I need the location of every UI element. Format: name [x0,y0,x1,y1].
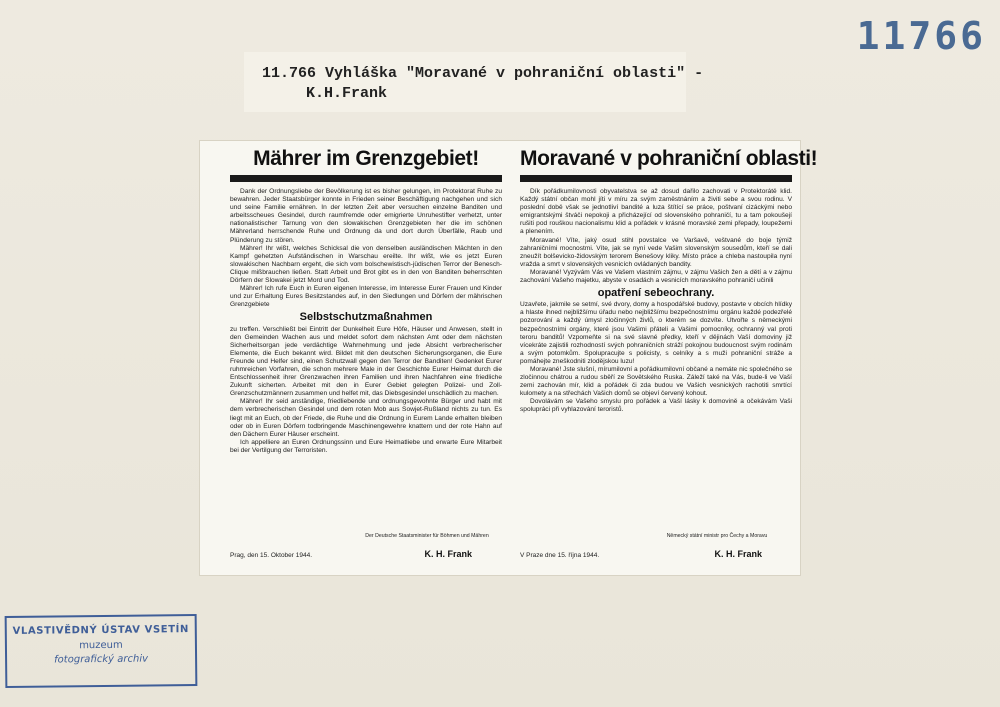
stamp-institution: VLASTIVĚDNÝ ÚSTAV VSETÍN [12,624,189,637]
poster-photo [200,141,818,575]
caption-line-2: K.H.Frank [306,85,388,102]
czech-signature: K. H. Frank [714,549,762,559]
german-body [230,188,502,455]
czech-headline-rule [520,175,792,182]
german-headline-rule [230,175,502,182]
czech-body [520,188,792,415]
german-date: Prag, den 15. Oktober 1944. [230,552,313,559]
czech-column [520,141,818,575]
german-signature-block [230,533,502,559]
german-paragraph: Mährer! Ihr seid anständige, friedliebende und ordnungsgewohnte Bürger und habt mit dem verbrecherischen Gesindel und dem roten Mob aus Sowjet-Rußland nichts zu tun. Es liegt mit an Euch, ob der Friede, die Ruhe und die Ordnung in Eurem Lande erhalten bleiben oder ob in Euren Dörfern todbringende Maschinengewehre knattern und der rote Hahn auf den Dächern Eurer Häuser erscheint. [230,398,502,438]
czech-paragraph: Uzavřete, jakmile se setmí, své dvory, domy a hospodářské budovy, postavte v obcích hlídky a hlaste ihned nejbližšímu úřadu nebo nejbližšímu bezpečnostnímu orgánu každé podezřelé pozorování a každý úmysl zločinných živlů, o kterém se dozvíte. Utvořte s německými bezpečnostními orgány, které jsou Vašimi přáteli a Vašimi pomocníky, ochranný val proti teroru banditů! Vzpomeňte si na své slavné předky, kteří v dějinách Vaší domoviny již vícekráte zajistili rozhodností svých pohraničních stráží pokojnou budoucnost svým rodinám a svým potomkům. Spolupracujte s policisty, s celníky a s muži pohraniční stráže a pomáhejte zneškodniti zlodějskou luzu! [520,301,792,365]
german-signature: K. H. Frank [424,549,472,559]
german-column [230,141,502,575]
german-paragraph: Mährer! Ihr wißt, welches Schicksal die von denselben ausländischen Mächten in den Kampf gehetzten Aufständischen in Warschau ereilte. Ihr wißt, wie es jetzt Euren slowakischen Nachbarn ergeht, die sich vom bolschewistisch-jüdischen Terror der Benesch-Clique mißbrauchen ließen. Statt Arbeit und Brot gibt es in den von Banditen beherrschten Dörfern der Slowakei jetzt Mord und Tod. [230,244,502,285]
czech-date: V Praze dne 15. října 1944. [520,552,600,559]
czech-paragraph: Moravané! Víte, jaký osud stihl povstalce ve Varšavě, veštvané do boje týmiž zahraničními mocnostmi. Víte, jak se nyní vede Vašim slovenským sousedům, kteří se dali zneužít bolševicko-židovským terorem Benešovy kliky. Místo práce a chleba nastoupila nyní vražda a smrt v slovenských vesnicích ovládaných bandity. [520,236,792,268]
czech-signature-block [520,533,792,559]
german-headline: Mährer im Grenzgebiet! [253,147,479,170]
czech-paragraph: Dík pořádkumilovnosti obyvatelstva se až dosud dařilo zachovati v Protektorátě klid. Každý státní občan mohl jíti v míru za svým zaměstnáním a živiti sebe a svou rodinu. V poslední době však se jednotliví bandité a luza štítící se práce, poštvaní cizáckými nebo emigrantskými štváči nepokoji a přicházející od slovenského pohraničí, tu a tam pokoušejí rušiti pod rouškou nacionalismu klid a pořádek v krásné moravské zemi přepady, loupežemi a plenením. [520,188,792,236]
stamp-archive: fotografický archiv [54,653,149,666]
german-paragraph: Mährer! Ich rufe Euch in Euren eigenen Interesse, im Interesse Eurer Frauen und Kinder und zur Erhaltung Eures Besitzstandes auf, in den Siedlungen und Dörfern der mährischen Grenzgebiete [230,285,502,309]
czech-paragraph: Moravané! Jste slušní, mírumilovní a pořádkumilovní občané a nemáte nic společného se zločinnou chátrou a rudou sběří ze Sovětského Ruska. Záleží také na Vás, bude-li ve Vaší zemi zachován mír, klid a pořádek či zda budou ve Vašich vesnických rachotiti smrtící kulomety a na střechách Vašich domů se objeví červený kohout. [520,365,792,398]
archive-stamp [5,614,198,688]
german-office: Der Deutsche Staatsminister für Böhmen und Mähren [365,533,489,539]
german-paragraph: Dank der Ordnungsliebe der Bevölkerung ist es bisher gelungen, im Protektorat Ruhe zu bewahren. Jeder Staatsbürger konnte in Frieden seiner Beschäftigung nachgehen und sich und seine Familie ernähren. In der letzten Zeit aber versuchen einzelne Banditen und arbeitsscheues Gesindel, durch raumfremde oder emigrierte Unruhestifter verhetzt, unter nationalistischer Tarnung von den slowakischen Grenzgebieten her die im schönen Mährerland herrschende Ruhe und Ordnung da und dort durch Überfälle, Raub und Plünderung zu stören. [230,188,502,244]
czech-paragraph: Dovolávám se Vašeho smyslu pro pořádek a Vaší lásky k domovině a očekávám Vaši spolupráci při vyhlazování teroristů. [520,398,792,414]
german-subheading: Selbstschutzmaßnahmen [299,311,433,324]
czech-headline: Moravané v pohraniční oblasti! [520,147,818,170]
czech-office: Německý státní ministr pro Čechy a Moravu [666,533,768,539]
czech-paragraph: Moravané! Vyzývám Vás ve Vašem vlastním zájmu, v zájmu Vašich žen a dětí a v zájmu zachování Vašeho majetku, abyste v osadách a vesnicích moravského pohraničí učinili [520,268,792,285]
inventory-number: 11766 [856,14,986,58]
czech-subheading: opatření sebeochrany. [597,287,715,300]
german-paragraph: zu treffen. Verschließt bei Eintritt der Dunkelheit Eure Höfe, Häuser und Anwesen, stellt in den Gemeinden Wachen aus und meldet sofort dem nächsten Amt oder dem nächsten Sicherheitsorgan jede verdächtige Wahrnehmung und jede Absicht verbrecherischer Elemente, die Euch bekannt wird. Bildet mit den deutschen Sicherungsorganen, die Eure Freunde und Helfer sind, einen Schutzwall gegen den Terror der Banditen! Gedenket Eurer ruhmreichen Vorfahren, die schon mehrere Male in der Geschichte Eurer Heimat durch die Entschlossenheit ihrer Grenzwachen ihren Familien und ihren Nachfahren eine friedliche Zukunft sicherten. Arbeitet mit den in Eurer Gebiet gelegten Polizei- und Zoll-Grenzschutzmännern zusammen und helfet mit, das Diebsgesindel unschädlich zu machen. [230,325,502,398]
stamp-museum: muzeum [79,639,123,652]
german-paragraph: Ich appelliere an Euren Ordnungssinn und Eure Heimatliebe und erwarte Eure Mitarbeit bei der Vertilgung der Terroristen. [230,438,502,454]
caption-line-1: 11.766 Vyhláška "Moravané v pohraniční oblasti" - [262,65,704,82]
archive-caption [262,64,703,104]
